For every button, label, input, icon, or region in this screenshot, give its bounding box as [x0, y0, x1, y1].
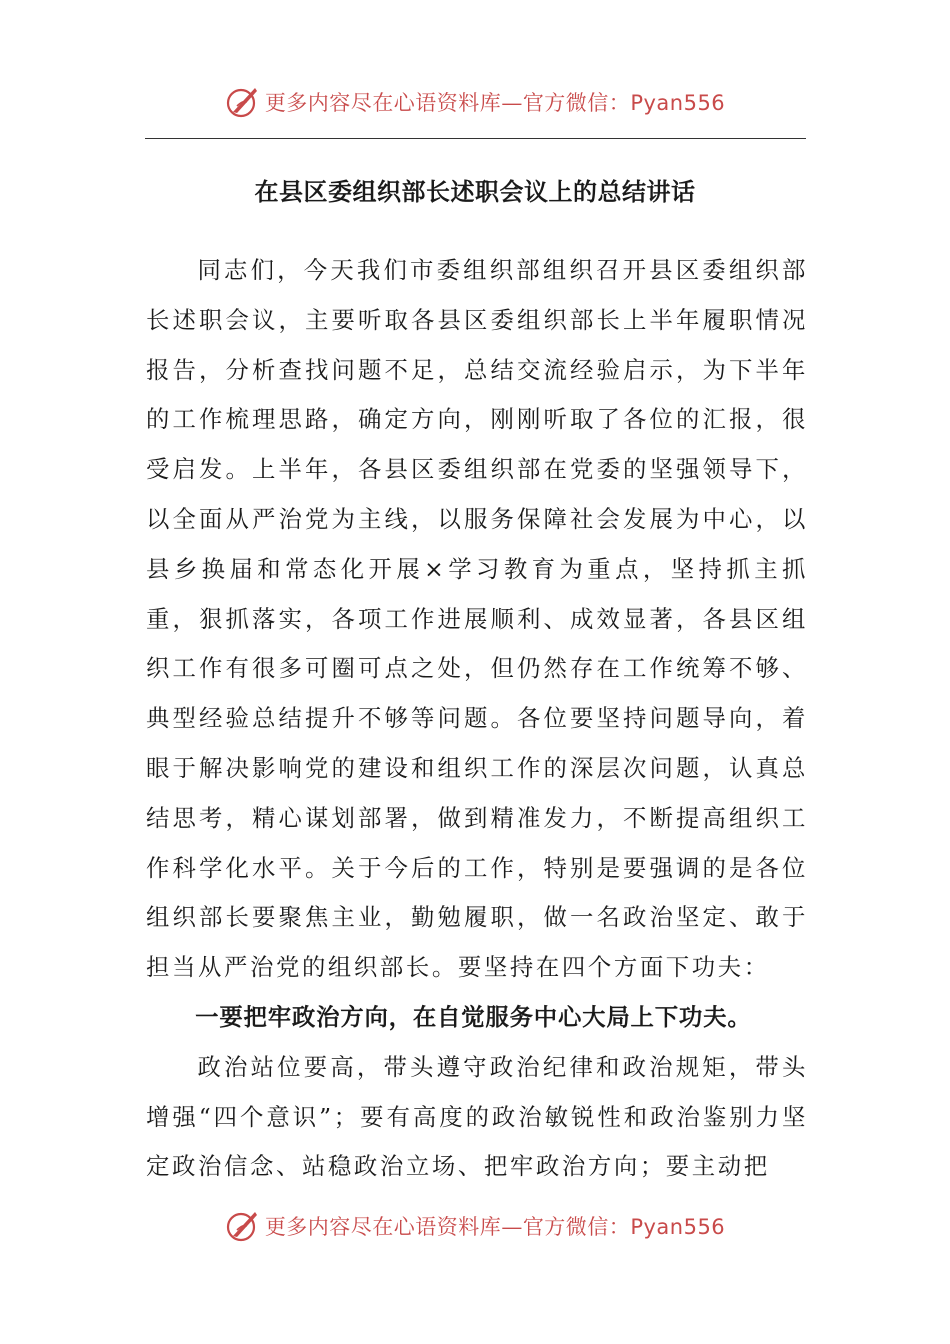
body-paragraph: 政治站位要高，带头遵守政治纪律和政治规矩，带头增强“四个意识”；要有高度的政治敏锐性和政治鉴别力坚定政治信念、站稳政治立场、把牢政治方向；要主动把	[146, 1052, 808, 1181]
watermark-banner-bottom	[0, 1208, 950, 1248]
header-divider	[145, 138, 806, 139]
watermark-text: 更多内容尽在心语资料库—官方微信：Pyan556	[264, 91, 726, 115]
document-title: 在县区委组织部长述职会议上的总结讲话	[254, 177, 696, 206]
watermark-banner-top	[0, 84, 950, 124]
watermark-text: 更多内容尽在心语资料库—官方微信：Pyan556	[264, 1215, 726, 1239]
quill-logo-icon	[225, 1208, 261, 1244]
document-body	[146, 246, 808, 1192]
section-heading: 一要把牢政治方向，在自觉服务中心大局上下功夫。	[195, 1002, 752, 1031]
quill-logo-icon	[225, 84, 261, 120]
body-paragraph: 同志们，今天我们市委组织部组织召开县区委组织部长述职会议，主要听取各县区委组织部长上半年履职情况报告，分析查找问题不足，总结交流经验启示，为下半年的工作梳理思路，确定方向，刚刚听取了各位的汇报，很受启发。上半年，各县区委组织部在党委的坚强领导下，以全面从严治党为主线，以服务保障社会发展为中心，以县乡换届和常态化开展×学习教育为重点，坚持抓主抓重，狠抓落实，各项工作进展顺利、成效显著，各县区组织工作有很多可圈可点之处，但仍然存在工作统筹不够、典型经验总结提升不够等问题。各位要坚持问题导向，着眼于解决影响党的建设和组织工作的深层次问题，认真总结思考，精心谋划部署，做到精准发力，不断提高组织工作科学化水平。关于今后的工作，特别是要强调的是各位组织部长要聚焦主业，勤勉履职，做一名政治坚定、敢于担当从严治党的组织部长。要坚持在四个方面下功夫：	[146, 256, 808, 982]
